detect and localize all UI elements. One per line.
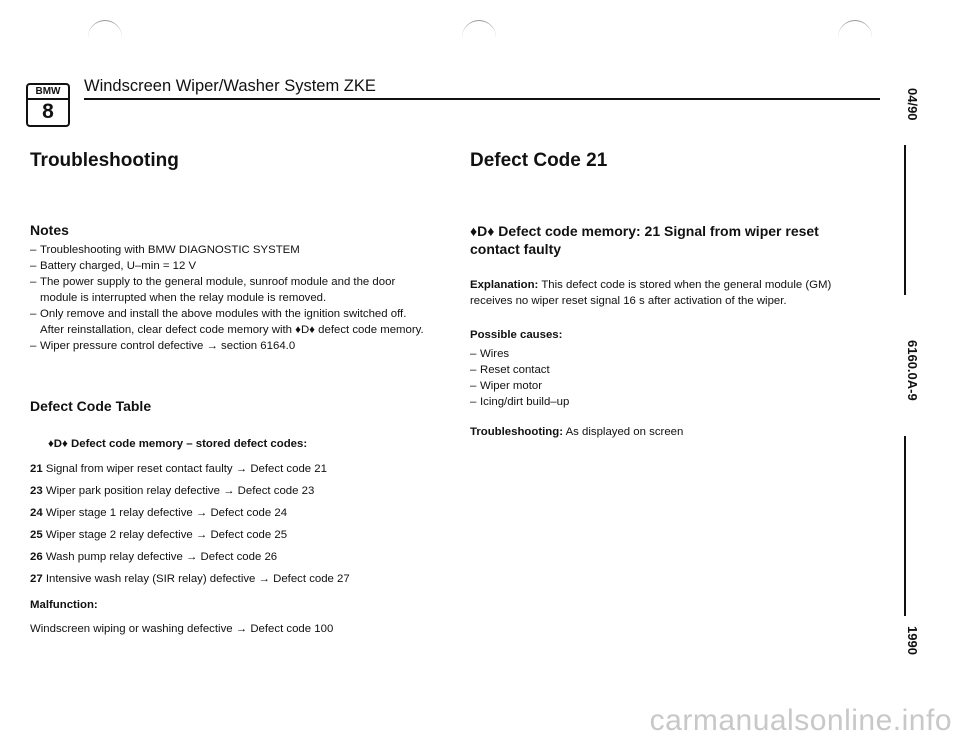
troubleshooting-text: As displayed on screen bbox=[565, 426, 684, 438]
row-code: 26 bbox=[30, 551, 43, 563]
causes-list bbox=[470, 346, 770, 410]
notes-heading: Notes bbox=[30, 222, 69, 238]
row-text: Signal from wiper reset contact faulty → Defect code 21 bbox=[45, 463, 327, 475]
row-code: 21 bbox=[30, 463, 43, 475]
note-item: – The power supply to the general module, sunroof module and the door module is interrupted when the relay module is removed. bbox=[30, 274, 430, 306]
logo-brand: BMW bbox=[28, 85, 68, 100]
table-row bbox=[30, 571, 450, 593]
row-code: 23 bbox=[30, 485, 43, 497]
right-section-title: Defect Code 21 bbox=[470, 150, 608, 171]
cause-item: – Wiper motor bbox=[470, 378, 770, 394]
malfunction-text: Windscreen wiping or washing defective → Defect code 100 bbox=[30, 623, 334, 635]
table-heading: Defect Code Table bbox=[30, 398, 152, 414]
side-year: 1990 bbox=[905, 626, 920, 655]
malfunction-label: Malfunction: bbox=[30, 599, 98, 611]
top-arc-left bbox=[88, 20, 122, 55]
note-item: – Troubleshooting with BMW DIAGNOSTIC SYSTEM bbox=[30, 242, 430, 258]
side-rule-2 bbox=[904, 436, 906, 616]
top-arc-right bbox=[838, 20, 872, 55]
troubleshooting-label: Troubleshooting: bbox=[470, 426, 564, 438]
document-title: Windscreen Wiper/Washer System ZKE bbox=[84, 77, 376, 95]
row-text: Wash pump relay defective → Defect code 26 bbox=[45, 551, 278, 563]
top-arc-middle bbox=[462, 20, 496, 55]
watermark-text: carmanualsonline.info bbox=[649, 704, 952, 737]
bmw-logo bbox=[26, 83, 70, 127]
note-item: – Only remove and install the above modules with the ignition switched off. After reinstallation, clear defect code memory with ♦D♦ defect code memory. bbox=[30, 306, 430, 338]
table-row bbox=[30, 461, 450, 483]
explanation bbox=[470, 277, 860, 309]
row-text: Wiper stage 1 relay defective → Defect code 24 bbox=[45, 507, 288, 519]
header-rule bbox=[84, 98, 880, 100]
notes-list bbox=[30, 242, 430, 354]
row-code: 24 bbox=[30, 507, 43, 519]
defect-subheading: ♦D♦ Defect code memory: 21 Signal from wiper reset contact faulty bbox=[470, 223, 819, 257]
note-item: – Battery charged, U–min = 12 V bbox=[30, 258, 430, 274]
cause-item: – Wires bbox=[470, 346, 770, 362]
row-code: 25 bbox=[30, 529, 43, 541]
explanation-text: This defect code is stored when the general module (GM) receives no wiper reset signal 16 s after activation of the wiper. bbox=[470, 279, 832, 307]
defect-code-table bbox=[30, 461, 450, 593]
table-row bbox=[30, 549, 450, 571]
table-row bbox=[30, 527, 450, 549]
cause-item: – Icing/dirt build–up bbox=[470, 394, 770, 410]
memory-label: ♦D♦ Defect code memory – stored defect codes: bbox=[48, 438, 308, 450]
row-code: 27 bbox=[30, 573, 43, 585]
explanation-label: Explanation: bbox=[470, 279, 539, 291]
table-row bbox=[30, 483, 450, 505]
row-text: Intensive wash relay (SIR relay) defective → Defect code 27 bbox=[45, 573, 350, 585]
table-row bbox=[30, 505, 450, 527]
logo-series: 8 bbox=[42, 100, 54, 123]
left-section-title: Troubleshooting bbox=[30, 150, 179, 171]
troubleshooting bbox=[470, 424, 683, 440]
cause-item: – Reset contact bbox=[470, 362, 770, 378]
side-date: 04/90 bbox=[905, 88, 920, 121]
note-item: – Wiper pressure control defective → section 6164.0 bbox=[30, 338, 430, 354]
row-text: Wiper park position relay defective → Defect code 23 bbox=[45, 485, 315, 497]
side-code: 6160.0A-9 bbox=[905, 340, 920, 401]
causes-label: Possible causes: bbox=[470, 329, 563, 341]
side-rule-1 bbox=[904, 145, 906, 295]
row-text: Wiper stage 2 relay defective → Defect code 25 bbox=[45, 529, 288, 541]
